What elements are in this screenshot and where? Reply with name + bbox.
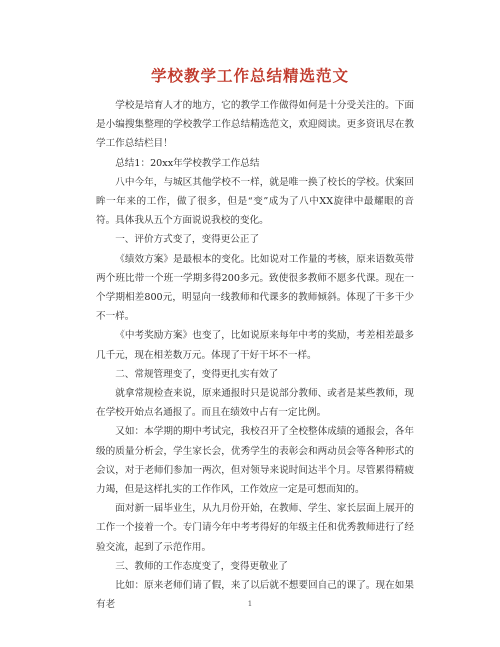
paragraph-intro: 学校是培育人才的地方，它的教学工作做得如何是十分受关注的。下面是小编搜集整理的学校教学工作总结精选范文，欢迎阅读。更多资讯尽在教学工作总结栏目！ — [96, 100, 414, 150]
page-number: 1 — [247, 600, 253, 608]
section-heading: 总结1：20xx年学校教学工作总结 — [115, 157, 260, 169]
paragraph: 比如：原来老师们请了假，来了以后就不想要回自己的课了。现在如果有老 — [96, 580, 414, 611]
document-title: 学校教学工作总结精选范文 — [150, 67, 349, 85]
document-body — [96, 96, 414, 614]
paragraph: 面对新一届毕业生，从九月份开始，在教师、学生、家长层面上展开的工作一个接着一个。专门请今年中考考得好的年级主任和优秀教师进行了经验交流，起到了示范作用。 — [96, 503, 414, 553]
section-heading: 二、常规管理变了，变得更扎实有效了 — [115, 368, 279, 380]
paragraph: 八中今年，与城区其他学校不一样，就是唯一换了校长的学校。伏案回眸一年来的工作，做了很多，但是“变”成为了八中XX旋律中最耀眼的音符。具体我从五个方面说说我校的变化。 — [96, 176, 414, 227]
section-heading: 三、教师的工作态度变了，变得更敬业了 — [115, 560, 288, 572]
paragraph: 《中考奖励方案》也变了，比如说原来每年中考的奖励，考差相差最多几千元，现在相差数万元。体现了干好干坏不一样。 — [96, 330, 414, 361]
paragraph: 就拿常规检查来说，原来通报时只是说部分教师、或者是某些教师，现在学校开始点名通报了。而且在绩效中占有一定比例。 — [96, 388, 414, 419]
paragraph: 《绩效方案》是最根本的变化。比如说对工作量的考核，原来语数英带两个班比带一个班一学期多得200多元。致使很多教师不愿多代课。现在一个学期相差800元，明显向一线教师和代课多的教师倾斜。体现了干多干少不一样。 — [96, 253, 414, 323]
section-heading: 一、评价方式变了，变得更公正了 — [115, 234, 260, 246]
paragraph: 又如：本学期的期中考试完，我校召开了全校整体成绩的通报会，各年级的质量分析会，学生家长会，优秀学生的表彰会和两动员会等各种形式的会议，对于老师们参加一两次，但对领导来说时间达半个月。尽管累得精疲力竭，但是这样扎实的工作作风，工作效应一定是可想而知的。 — [96, 426, 414, 496]
